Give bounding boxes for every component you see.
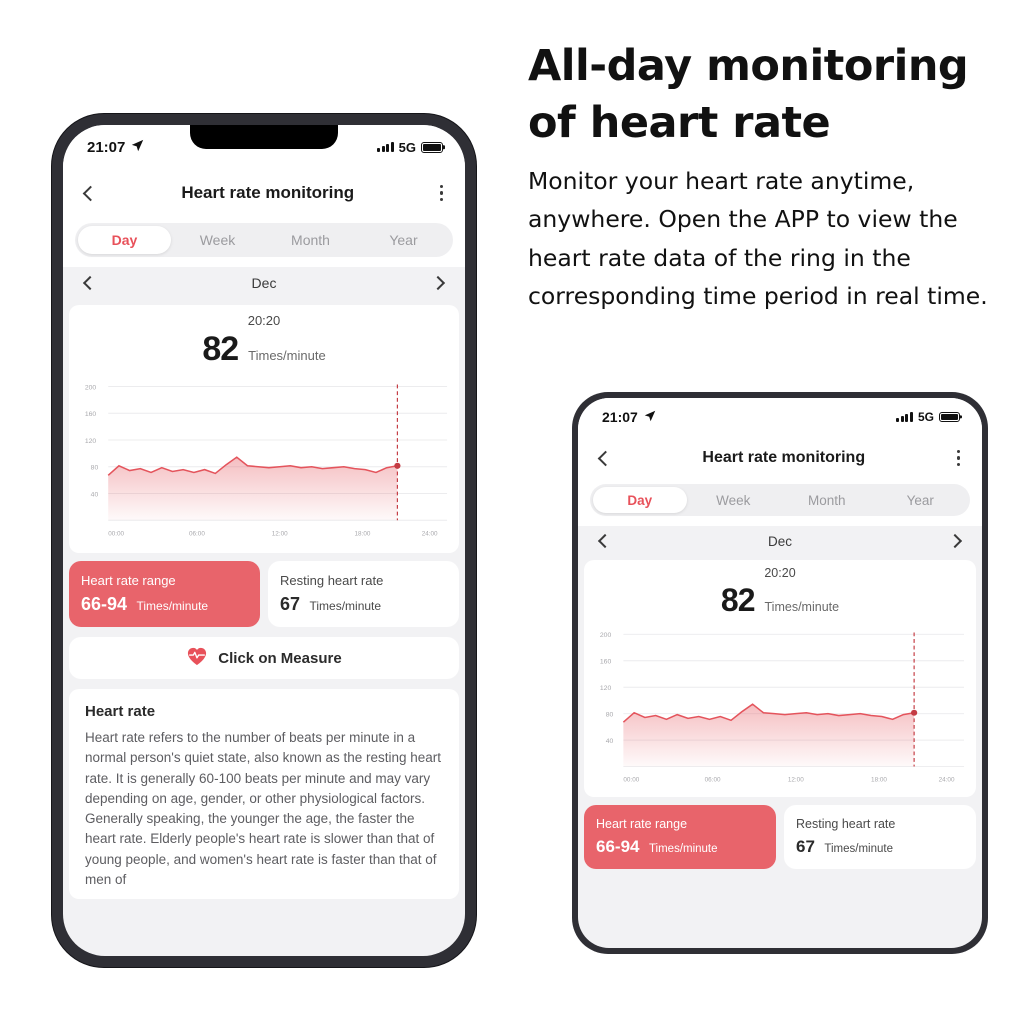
svg-text:24:00: 24:00 <box>421 530 438 538</box>
kebab-menu-icon[interactable] <box>957 450 961 467</box>
svg-text:120: 120 <box>599 685 612 693</box>
tabs-container <box>63 217 465 267</box>
page-title: Heart rate monitoring <box>181 183 355 202</box>
tab-week[interactable]: Week <box>199 232 236 248</box>
period-segmented-control[interactable] <box>75 223 453 257</box>
resting-heart-rate-label: Resting heart rate <box>796 817 896 831</box>
svg-text:18:00: 18:00 <box>871 776 887 784</box>
signal-bars-icon <box>377 142 394 152</box>
period-segmented-control-secondary[interactable] <box>590 484 970 516</box>
tab-day[interactable]: Day <box>78 226 171 254</box>
signal-bars-icon <box>896 412 913 422</box>
date-navigator-secondary <box>578 526 982 556</box>
svg-text:40: 40 <box>605 738 614 745</box>
status-time-secondary: 21:07 <box>602 409 638 425</box>
date-label-secondary: Dec <box>767 533 792 549</box>
heart-rate-card <box>69 305 459 553</box>
tab-year[interactable]: Year <box>389 232 418 248</box>
measure-button-label: Click on Measure <box>218 649 342 667</box>
tab-week[interactable]: Week <box>716 492 751 508</box>
heart-rate-info-panel <box>69 689 459 899</box>
heart-rate-range-label: Heart rate range <box>81 573 176 588</box>
reading-unit: Times/minute <box>248 348 326 363</box>
tab-year[interactable]: Year <box>906 492 934 508</box>
reading-value: 82 <box>202 330 239 368</box>
info-title: Heart rate <box>85 703 156 720</box>
date-navigator <box>63 267 465 299</box>
resting-heart-rate-unit: Times/minute <box>824 843 893 855</box>
heart-rate-range-value: 66-94 <box>81 594 128 614</box>
network-label: 5G <box>398 139 416 155</box>
resting-heart-rate-tile-secondary[interactable] <box>784 805 976 869</box>
resting-heart-rate-value: 67 <box>280 594 301 614</box>
reading-row <box>69 330 459 369</box>
next-date-chevron-right-icon[interactable] <box>948 534 962 548</box>
svg-text:00:00: 00:00 <box>108 530 125 538</box>
reading-time-secondary: 20:20 <box>764 566 796 580</box>
tab-day[interactable]: Day <box>593 487 687 513</box>
tab-month[interactable]: Month <box>291 232 330 248</box>
info-body: Heart rate refers to the number of beats per minute in a normal person's quiet state, also known as the resting heart rate. It is generally 60-100 beats per minute and may vary depending on age, gender, or other physiological factors. Generally speaking, the younger the age, the faster the heart rate. Elderly people's heart rate is slower than that of young people, and women's heart rate is faster than that of men of <box>85 730 442 887</box>
tab-month[interactable]: Month <box>807 492 846 508</box>
promo-body: Monitor your heart rate anytime, anywhere. Open the APP to view the heart rate data of the ring in the corresponding time period in real time. <box>528 167 988 310</box>
location-arrow-icon <box>131 139 144 156</box>
heart-rate-range-unit: Times/minute <box>648 843 718 855</box>
app-header-secondary <box>578 436 982 480</box>
stat-tiles <box>63 553 465 627</box>
reading-unit-secondary: Times/minute <box>764 600 840 614</box>
phone-screen-secondary <box>578 398 982 948</box>
tabs-container-secondary <box>578 480 982 526</box>
resting-heart-rate-unit: Times/minute <box>309 599 382 613</box>
svg-text:200: 200 <box>84 384 97 392</box>
heart-rate-range-value: 66-94 <box>596 837 640 856</box>
date-label: Dec <box>251 275 277 291</box>
promo-title: All-day monitoring of heart rate <box>528 41 969 149</box>
status-bar-secondary <box>578 398 982 436</box>
resting-heart-rate-label: Resting heart rate <box>280 573 384 588</box>
svg-text:40: 40 <box>90 491 99 499</box>
battery-full-icon <box>939 412 960 422</box>
next-date-chevron-right-icon[interactable] <box>431 276 445 290</box>
resting-heart-rate-tile[interactable] <box>268 561 459 627</box>
svg-text:06:00: 06:00 <box>189 530 205 538</box>
page-title-secondary: Heart rate monitoring <box>702 449 866 466</box>
heart-rate-chart-svg-secondary <box>594 623 966 793</box>
svg-text:160: 160 <box>599 658 612 666</box>
heart-rate-range-tile[interactable] <box>69 561 260 627</box>
phone-mockup-secondary <box>572 392 988 954</box>
phone-mockup-primary <box>52 114 476 967</box>
status-time: 21:07 <box>87 138 126 156</box>
phone-screen-primary <box>63 125 465 956</box>
svg-text:80: 80 <box>605 711 614 719</box>
heart-rate-range-tile-secondary[interactable] <box>584 805 776 869</box>
svg-text:18:00: 18:00 <box>354 530 371 538</box>
kebab-menu-icon[interactable] <box>440 185 444 202</box>
svg-text:160: 160 <box>84 411 97 419</box>
svg-text:12:00: 12:00 <box>787 776 804 784</box>
promo-block <box>528 38 1014 315</box>
svg-text:120: 120 <box>84 437 97 445</box>
svg-text:24:00: 24:00 <box>938 776 955 784</box>
svg-text:12:00: 12:00 <box>271 530 288 538</box>
svg-text:00:00: 00:00 <box>623 776 640 784</box>
reading-value-secondary: 82 <box>720 582 755 618</box>
heart-rate-chart-svg <box>79 375 449 547</box>
location-arrow-icon <box>644 409 656 425</box>
network-label-secondary: 5G <box>917 410 934 424</box>
resting-heart-rate-value: 67 <box>796 837 815 856</box>
heart-rate-range-label: Heart rate range <box>596 817 688 831</box>
heart-rate-range-unit: Times/minute <box>136 599 209 613</box>
heart-pulse-icon <box>186 646 208 670</box>
heart-rate-chart <box>69 369 459 547</box>
reading-row-secondary <box>584 582 976 619</box>
heart-rate-chart-secondary <box>584 619 976 793</box>
measure-button[interactable] <box>69 637 459 679</box>
reading-time: 20:20 <box>247 313 281 328</box>
heart-rate-card-secondary <box>584 560 976 797</box>
stat-tiles-secondary <box>578 797 982 869</box>
battery-full-icon <box>421 142 443 153</box>
svg-text:80: 80 <box>90 464 99 472</box>
phone-notch <box>190 125 338 149</box>
app-header <box>63 169 465 217</box>
svg-text:200: 200 <box>599 632 612 640</box>
svg-text:06:00: 06:00 <box>704 776 721 784</box>
